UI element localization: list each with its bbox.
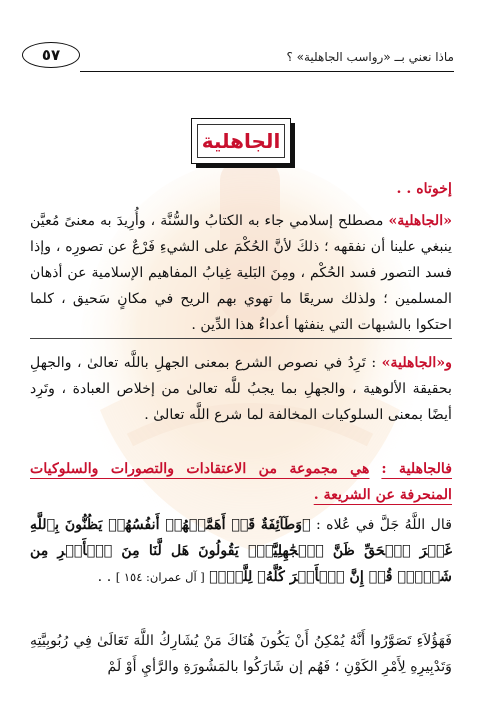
definition-text: هي مجموعة من الاعتقادات والتصورات والسلوكيات المنحرفة عن الشريعة . (30, 461, 452, 503)
chapter-title-box (191, 118, 291, 164)
header-rule (80, 40, 454, 80)
verse-intro: قال اللَّهُ جَلَّ في عُلاه : (316, 517, 452, 533)
verse-tail: . . (97, 569, 112, 585)
term-jahiliyya-2: «الجاهلية» (381, 355, 446, 371)
running-head: ماذا نعني بــ «رواسب الجاهلية» ؟ (286, 50, 454, 64)
page-number: ٥٧ (22, 42, 80, 68)
separator (30, 338, 452, 339)
definition (30, 456, 452, 508)
paragraph-2 (30, 350, 452, 428)
greeting: إخوتاه . . (396, 181, 452, 197)
paragraph-3-text: فَهَؤُلاَءِ تَصَوَّرُوا أَنَّهُ يُمْكِنُ أَنْ يَكُونَ هُنَاكَ مَنْ يُشَارِكُ اللَّهَ تَعَالَىٰ فِي رُبُوبِيَّتِهِ وَتَدْبِيرِهِ لِأَمْرِ الكَوْنِ ؛ فَهُم إن شَارَكُوا بالمَشُورَةِ والرَّأيِ أَوْ لَمْ (30, 633, 452, 675)
verse-reference: [ آل عمران: ١٥٤ ] (115, 570, 205, 584)
quran-verse: ﴿وَطَآئِفَةٌ قَدۡ أَهَمَّتۡهُمۡ أَنفُسُهُمۡ يَظُنُّونَ بِٱللَّهِ غَيۡرَ ٱلۡحَقِّ ظَنَّ ٱلۡجَٰهِلِيَّةِۖ يَقُولُونَ هَل لَّنَا مِنَ ٱلۡأَمۡرِ مِن شَيۡءٖۗ قُلۡ إِنَّ ٱلۡأَمۡرَ كُلَّهُۥ لِلَّهِۗ﴾ (30, 517, 452, 585)
term-jahiliyya: «الجاهلية» (388, 213, 452, 229)
paragraph-2-text: : تَرِدُ في نصوص الشرع بمعنى الجهلِ باللَّه تعالىٰ ، والجهلِ بحقيقة الألوهية ، والجهلِ بما يجبُ للَّه تعالىٰ من إخلاص العبادة ، وتَرِد أيضًا بمعنى السلوكيات المخالفة لما شرع اللَّه تعالىٰ . (30, 355, 452, 423)
paragraph-1-text: مصطلح إسلامي جاء به الكتابُ والسُّنَّة ، وأُرِيدَ به معنىً مُعيَّن ينبغي علينا أن نفقهه ؛ ذلكَ لأنَّ الحُكْمَ على الشيءِ فَرْعٌ عن تصورِه ، وإذا فسد التصور فسد الحُكْم ، ومِنَ البَلية غِيابُ المفاهيم الإسلامية عن أذهان المسلمين ؛ ولذلك سريعًا ما تهوي بهم الريح في مكانٍ سَحيق ، كلما احتكوا بالشبهات التي ينفثها أعداءُ هذا الدِّين . (30, 213, 452, 333)
paragraph-1 (30, 208, 452, 338)
verse-block (30, 512, 452, 590)
paragraph-3 (30, 628, 452, 680)
page-header (22, 40, 454, 80)
prefix-waw: و (445, 355, 452, 371)
definition-lead: فالجاهلية : (381, 461, 452, 477)
chapter-title: الجاهلية (197, 124, 285, 158)
greeting-line (30, 176, 452, 202)
